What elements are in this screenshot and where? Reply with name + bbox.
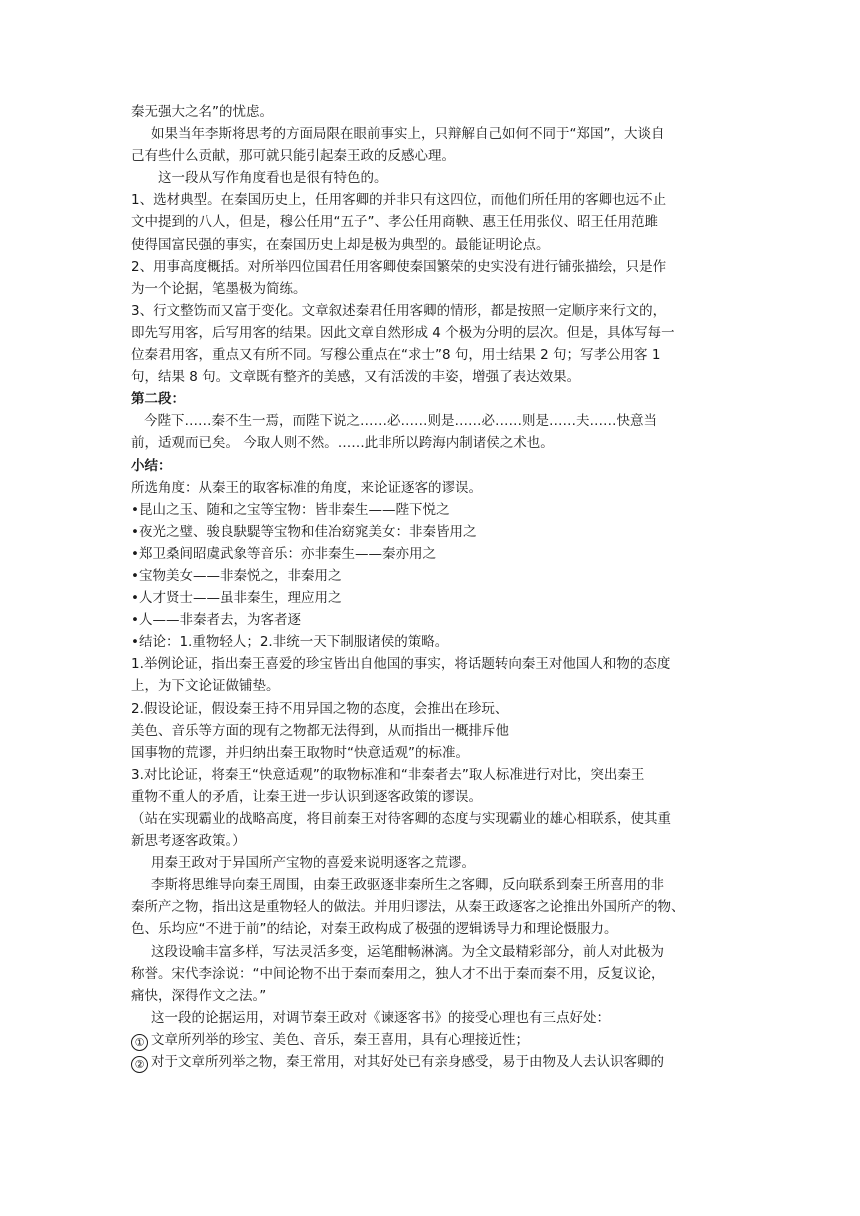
text-line: 秦无强大之名”的忧虑。 [131, 104, 273, 120]
text-line: 使得国富民强的事实，在秦国历史上却是极为典型的。最能证明论点。 [131, 236, 550, 253]
text-line: 文中提到的八人，但是，穆公任用“五子”、孝公任用商鞅、惠王任用张仪、昭王任用范雎 [131, 214, 658, 231]
text-line: 色、乐均应“不进于前”的结论，对秦王政构成了极强的逻辑诱导力和理论慑服力。 [131, 921, 618, 938]
numbered-item-text: 文章所列举的珍宝、美色、音乐，秦王喜用，具有心理接近性； [151, 1031, 529, 1048]
bullet-item: •结论：1.重物轻人；2.非统一天下制服诸侯的策略。 [131, 634, 449, 651]
bullet-item: •夜光之璧、骏良駃騠等宝物和佳冶窈窕美女：非秦皆用之 [131, 523, 477, 540]
numbered-item-text: 对于文章所列举之物，秦王常用，对其好处已有亲身感受，易于由物及人去认识客卿的 [151, 1054, 664, 1071]
text-line: （站在实现霸业的战略高度，将目前秦王对待客卿的态度与实现霸业的雄心相联系，使其重 [131, 811, 671, 827]
bullet-item: •昆山之玉、随和之宝等宝物：皆非秦生——陛下悦之 [131, 501, 450, 518]
section-heading: 小结： [131, 457, 172, 474]
text-line: 3、行文整饬而又富于变化。文章叙述秦君任用客卿的情形，都是按照一定顺序来行文的， [131, 302, 667, 319]
text-line: 己有些什么贡献，那可就只能引起秦王政的反感心理。 [131, 148, 455, 165]
text-line: 所选角度：从秦王的取客标准的角度，来论证逐客的谬误。 [131, 479, 482, 496]
text-line: 位秦君用客，重点又有所不同。写穆公重点在“求士”8 句，用士结果 2 句；写孝公用客 1 [131, 347, 661, 364]
numbered-item [131, 1051, 731, 1073]
text-line: 如果当年李斯将思考的方面局限在眼前事实上，只辩解自己如何不同于“郑国”，大谈自 [151, 126, 665, 143]
text-line: 李斯将思维导向秦王周围，由秦王政驱逐非秦所生之客卿，反向联系到秦王所喜用的非 [151, 877, 664, 894]
text-line: 上，为下文论证做铺垫。 [131, 678, 280, 695]
text-line: 新思考逐客政策。） [131, 833, 246, 850]
text-line: 重物不重人的矛盾，让秦王进一步认识到逐客政策的谬误。 [131, 788, 482, 805]
bullet-item: •人才贤士——虽非秦生，理应用之 [131, 590, 342, 607]
text-line: 3.对比论证，将秦王“快意适观”的取物标准和“非秦者去”取人标准进行对比，突出秦王 [131, 766, 645, 783]
text-line: 这一段的论据运用，对调节秦王政对《谏逐客书》的接受心理也有三点好处： [151, 1009, 610, 1026]
text-line: 前，适观而已矣。 今取人则不然。……此非所以跨海内制诸侯之术也。 [131, 435, 554, 452]
section-heading: 第二段： [131, 391, 185, 408]
text-line: 1、选材典型。在秦国历史上，任用客卿的并非只有这四位，而他们所任用的客卿也远不止 [131, 192, 667, 209]
text-line: 为一个论据，笔墨极为简练。 [131, 280, 307, 297]
text-line: 这段设喻丰富多样，写法灵活多变，运笔酣畅淋漓。为全文最精彩部分，前人对此极为 [151, 943, 664, 960]
bullet-item: •郑卫桑间昭虞武象等音乐：亦非秦生——秦亦用之 [131, 545, 436, 562]
text-line: 即先写用客，后写用客的结果。因此文章自然形成 4 个极为分明的层次。但是，具体写每一 [131, 324, 675, 341]
text-line: 痛快，深得作文之法。” [131, 987, 267, 1004]
text-line: 1.举例论证，指出秦王喜爱的珍宝皆出自他国的事实，将话题转向秦王对他国人和物的态度 [131, 656, 671, 673]
document-body [131, 101, 731, 1073]
text-line: 今陛下……秦不生一焉，而陛下说之……必……则是……必……则是……夫……快意当 [144, 413, 657, 430]
text-line: 用秦王政对于异国所产宝物的喜爱来说明逐客之荒谬。 [151, 855, 475, 872]
text-line: 国事物的荒谬，并归纳出秦王取物时“快意适观”的标准。 [131, 744, 469, 761]
bullet-item: •人——非秦者去，为客者逐 [131, 612, 301, 629]
text-line: 秦所产之物，指出这是重物轻人的做法。并用归谬法，从秦王政逐客之论推出外国所产的物、 [131, 899, 685, 916]
bullet-item: •宝物美女——非秦悦之，非秦用之 [131, 567, 342, 584]
circled-number-marker: ① [131, 1034, 148, 1051]
text-line: 句，结果 8 句。文章既有整齐的美感，又有活泼的丰姿，增强了表达效果。 [131, 369, 581, 386]
text-line: 2、用事高度概括。对所举四位国君任用客卿使秦国繁荣的史实没有进行铺张描绘，只是作 [131, 258, 667, 275]
text-line: 2.假设论证，假设秦王持不用异国之物的态度，会推出在珍玩、 [131, 700, 509, 717]
numbered-item [131, 1029, 731, 1051]
text-line: 美色、音乐等方面的现有之物都无法得到，从而指出一概排斥他 [131, 722, 509, 739]
text-line: 这一段从写作角度看也是很有特色的。 [158, 170, 388, 187]
text-line: 称誉。宋代李涂说：“中间论物不出于秦而秦用之，独人才不出于秦而秦不用，反复议论， [131, 965, 665, 982]
circled-number-marker: ② [131, 1056, 148, 1073]
